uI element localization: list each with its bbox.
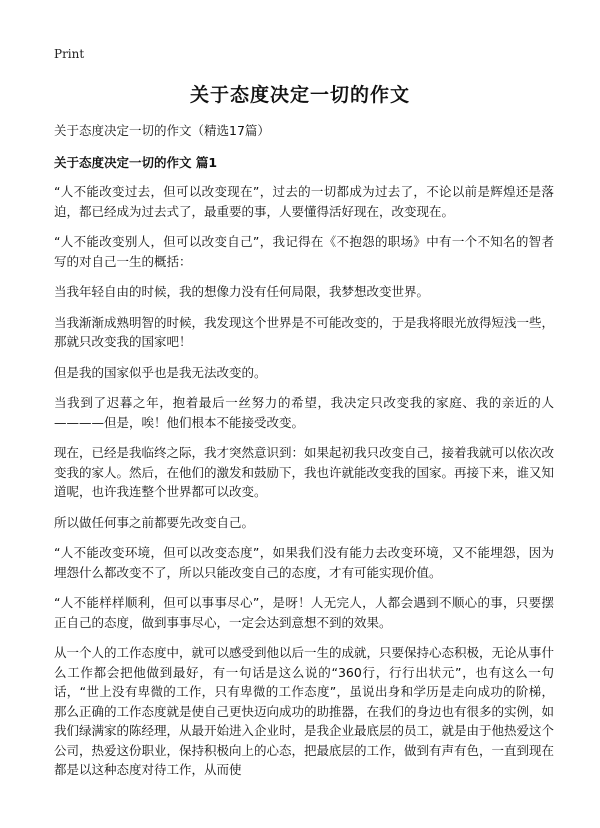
paragraph: 当我到了迟暮之年，抱着最后一丝努力的希望，我决定只改变我的家庭、我的亲近的人————但是，唉！他们根本不能接受改变。	[54, 395, 554, 430]
article-body	[54, 182, 554, 791]
paragraph: “人不能改变别人，但可以改变自己”，我记得在《不抱怨的职场》中有一个不知名的智者写的对自己一生的概括：	[54, 234, 554, 269]
paragraph: 从一个人的工作态度中，就可以感受到他以后一生的成就，只要保持心态积极，无论从事什么工作都会把他做到最好，有一句话是这么说的“360行，行行出状元”，也有这么一句话，“世上没有卑微的工作，只有卑微的工作态度”，虽说出身和学历是走向成功的阶梯，那么正确的工作态度就是使自己更快迈向成功的助推器，在我们的身边也有很多的实例，如我们绿满家的陈经理，从最开始进入企业时，是我企业最底层的员工，就是由于他热爱这个公司，热爱这份职业，保持积极向上的心态，把最底层的工作，做到有声有色，一直到现在都是以这种态度对待工作，从而使	[54, 645, 555, 777]
paragraph: 当我渐渐成熟明智的时候，我发现这个世界是不可能改变的，于是我将眼光放得短浅一些，那就只改变我的国家吧！	[54, 314, 555, 349]
document-subtitle: 关于态度决定一切的作文（精选17篇）	[54, 123, 270, 138]
paragraph: “人不能改变过去，但可以改变现在”，过去的一切都成为过去了，不论以前是辉煌还是落迫，都已经成为过去式了，最重要的事，人要懂得活好现在，改变现在。	[54, 184, 554, 219]
print-label: Print	[54, 47, 85, 61]
paragraph: 但是我的国家似乎也是我无法改变的。	[54, 364, 267, 380]
paragraph: 所以做任何事之前都要先改变自己。	[54, 514, 255, 530]
paragraph: 当我年轻自由的时候，我的想像力没有任何局限，我梦想改变世界。	[54, 284, 430, 299]
paragraph: “人不能样样顺利，但可以事事尽心”，是呀！人无完人，人都会遇到不顺心的事，只要摆正自己的态度，做到事事尽心，一定会达到意想不到的效果。	[54, 595, 554, 630]
section-heading: 关于态度决定一切的作文 篇1	[54, 155, 218, 170]
paragraph: 现在，已经是我临终之际，我才突然意识到：如果起初我只改变自己，接着我就可以依次改变我的家人。然后，在他们的激发和鼓励下，我也许就能改变我的国家。再接下来，谁又知道呢，也许我连整个世界都可以改变。	[54, 445, 555, 499]
paragraph: “人不能改变环境，但可以改变态度”，如果我们没有能力去改变环境，又不能埋怨，因为埋怨什么都改变不了，所以只能改变自己的态度，才有可能实现价值。	[54, 545, 554, 580]
document-title: 关于态度决定一切的作文	[189, 84, 410, 106]
